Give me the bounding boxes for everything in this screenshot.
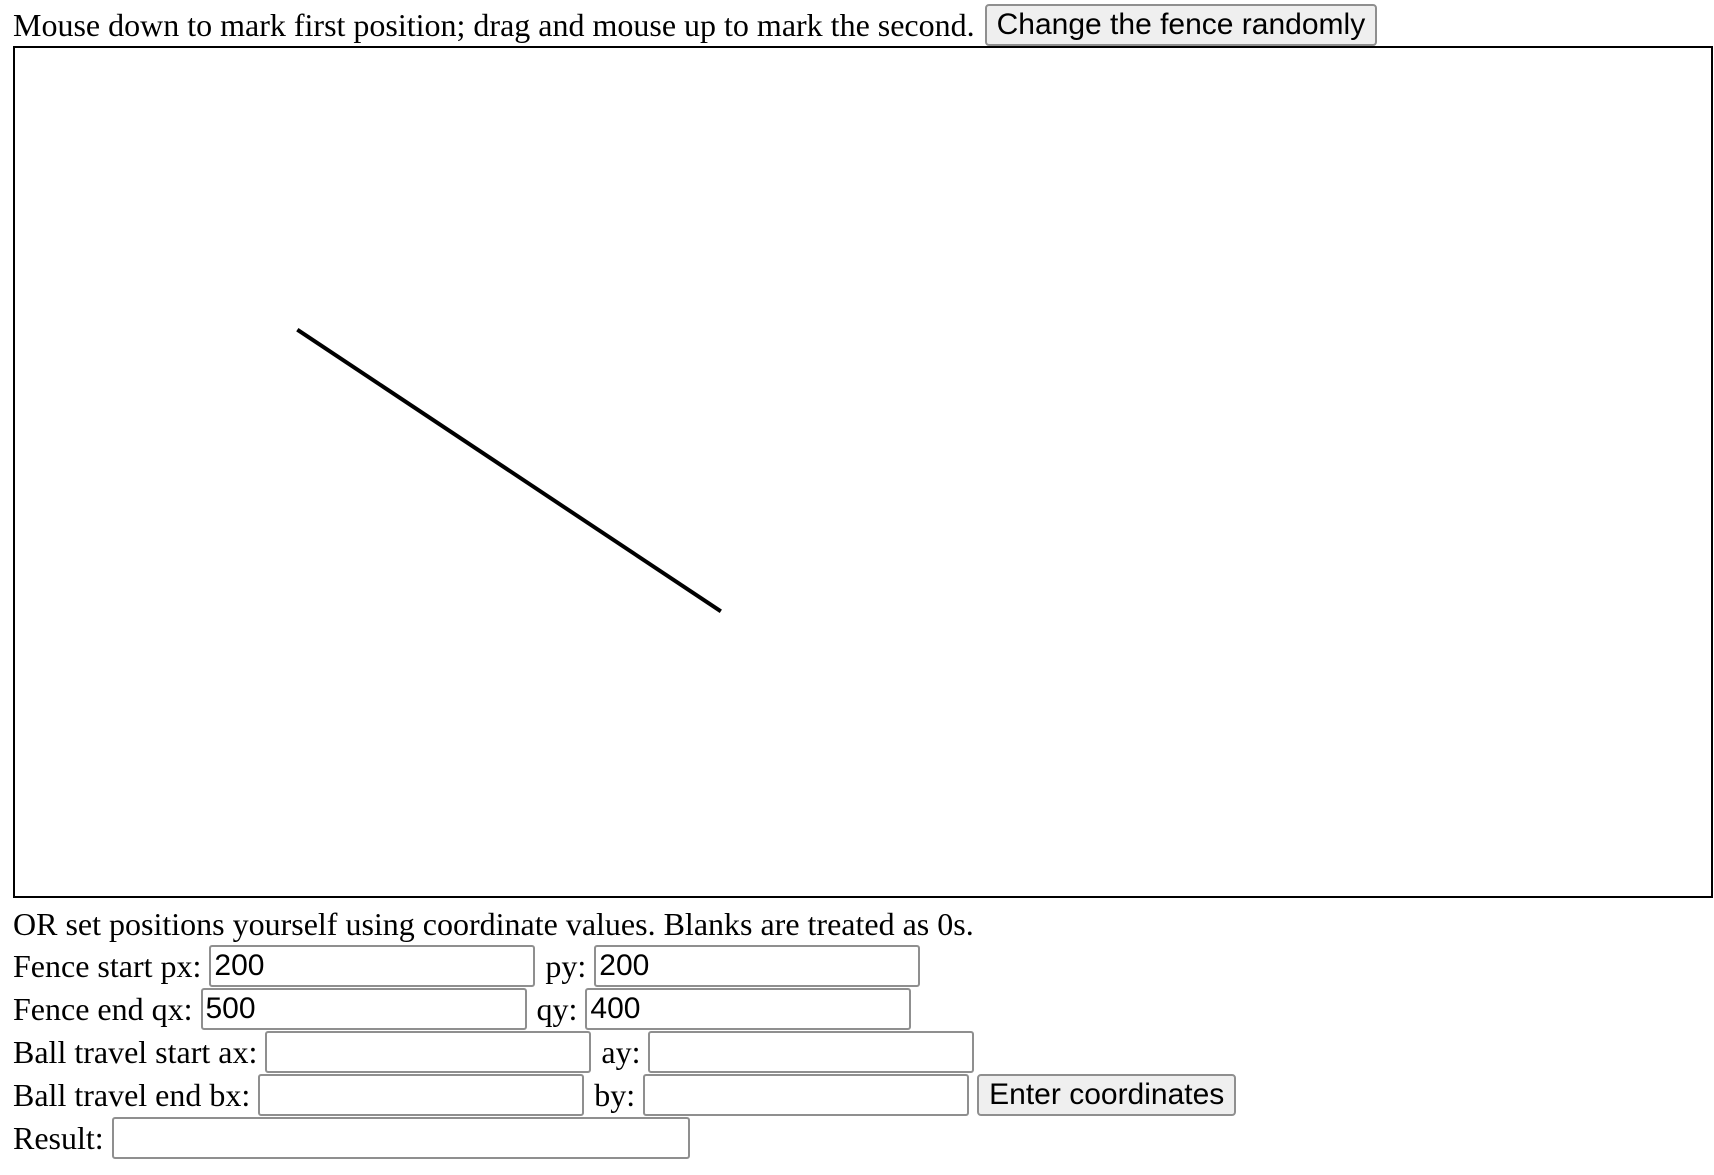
ball-start-ax-label: Ball travel start ax: [13, 1033, 258, 1070]
fence-start-py-label: py: [545, 947, 587, 984]
fence-start-row [13, 945, 920, 987]
ball-end-by-input[interactable] [643, 1074, 969, 1116]
instructions-bar [13, 4, 1377, 46]
drawing-canvas[interactable] [13, 46, 1713, 898]
manual-intro-row [13, 903, 974, 945]
fence-end-qx-input[interactable] [201, 988, 527, 1030]
result-row [13, 1117, 690, 1159]
manual-intro-text: OR set positions yourself using coordinate values. Blanks are treated as 0s. [13, 905, 974, 942]
fence-start-py-input[interactable] [594, 945, 920, 987]
fence-end-qy-label: qy: [536, 990, 578, 1027]
fence-start-px-input[interactable] [209, 945, 535, 987]
ball-start-ay-label: ay: [601, 1033, 641, 1070]
canvas-svg[interactable] [15, 48, 1711, 896]
instructions-text: Mouse down to mark first position; drag and mouse up to mark the second. [13, 6, 975, 43]
ball-start-ax-input[interactable] [265, 1031, 591, 1073]
ball-end-by-label: by: [594, 1076, 636, 1113]
result-output[interactable] [112, 1117, 690, 1159]
fence-end-qy-input[interactable] [585, 988, 911, 1030]
ball-end-row [13, 1074, 1236, 1116]
fence-end-row [13, 988, 911, 1030]
enter-coordinates-button[interactable]: Enter coordinates [977, 1074, 1236, 1116]
fence-line [297, 330, 721, 612]
ball-start-ay-input[interactable] [648, 1031, 974, 1073]
fence-end-qx-label: Fence end qx: [13, 990, 193, 1027]
result-label: Result: [13, 1119, 104, 1156]
ball-end-bx-input[interactable] [258, 1074, 584, 1116]
ball-end-bx-label: Ball travel end bx: [13, 1076, 251, 1113]
ball-start-row [13, 1031, 974, 1073]
change-fence-button[interactable]: Change the fence randomly [985, 4, 1378, 46]
fence-start-px-label: Fence start px: [13, 947, 202, 984]
